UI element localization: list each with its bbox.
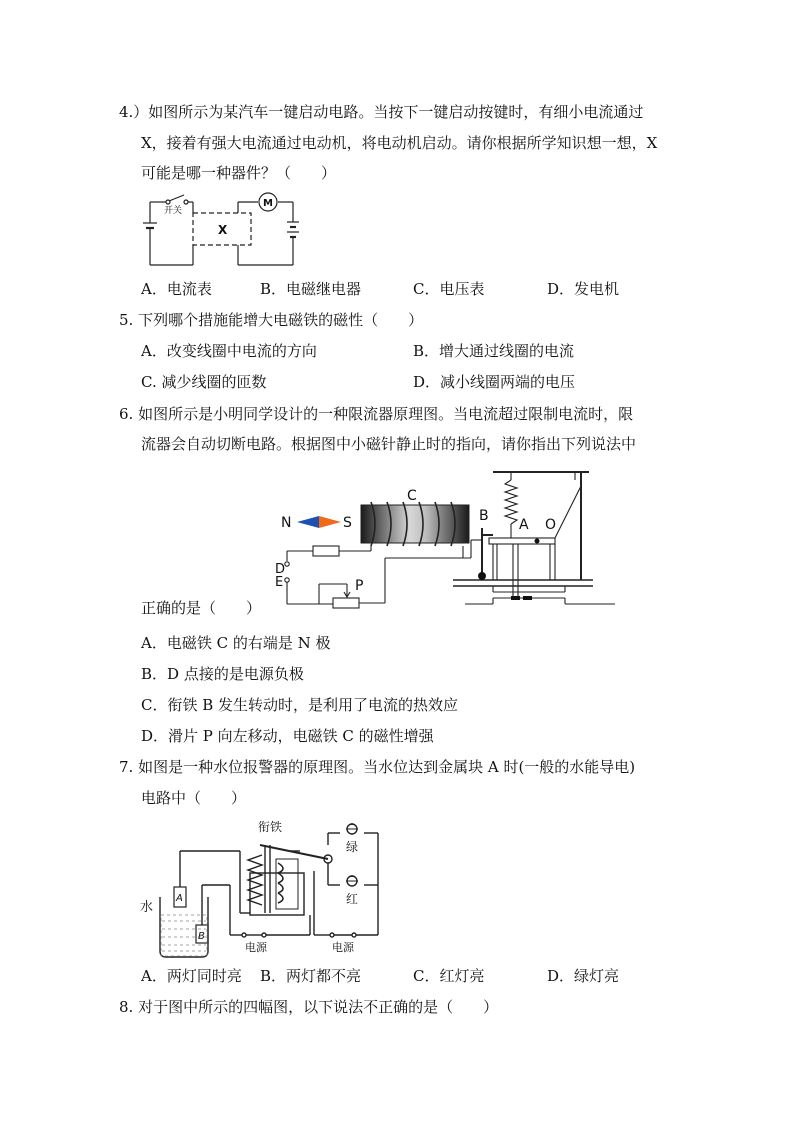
q5-option-b: B．增大通过线圈的电流 <box>413 342 575 360</box>
q7-option-b: B．两灯都不亮 <box>260 967 362 985</box>
q6-label-s: S <box>343 515 352 531</box>
q5-option-d: D．减小线圈两端的电压 <box>413 373 576 391</box>
q7-water-alarm-diagram <box>140 815 390 960</box>
q6-option-b: B．D 点接的是电源负极 <box>141 665 304 683</box>
q4-option-c: C．电压表 <box>413 280 485 298</box>
q7-armature-label: 衔铁 <box>258 820 283 834</box>
q6-label-p: P <box>355 578 364 594</box>
q4-stem-line3: 可能是哪一种器件？（ ） <box>141 164 337 182</box>
q4-switch-label: 开关 <box>164 206 183 216</box>
q7-stem-line1: 7. 如图是一种水位报警器的原理图。当水位达到金属块 A 时(一般的水能导电) <box>119 758 636 776</box>
q6-stem-line1: 6. 如图所示是小明同学设计的一种限流器原理图。当电流超过限制电流时，限 <box>119 405 634 423</box>
q7-power-right-label: 电源 <box>332 941 354 954</box>
q7-option-a: A．两灯同时亮 <box>141 967 242 985</box>
q6-option-c: C．衔铁 B 发生转动时，是利用了电流的热效应 <box>141 696 459 714</box>
q6-label-e: E <box>275 575 284 590</box>
q4-motor-label: M <box>263 198 273 209</box>
q6-stem-line2: 流器会自动切断电路。根据图中小磁针静止时的指向，请你指出下列说法中 <box>141 435 637 453</box>
q4-option-a: A．电流表 <box>141 280 212 298</box>
q7-block-a-label: A <box>176 893 183 904</box>
q6-label-a: A <box>519 517 529 533</box>
q7-block-b-label: B <box>198 931 205 942</box>
q7-red-lamp-label: 红 <box>346 892 359 906</box>
q6-label-n: N <box>281 515 292 531</box>
q4-option-d: D．发电机 <box>547 280 620 298</box>
q6-label-d: D <box>275 562 286 577</box>
q4-circuit-diagram <box>138 190 308 270</box>
q7-stem-line2: 电路中（ ） <box>141 789 247 807</box>
q7-power-left-label: 电源 <box>245 941 267 954</box>
q6-label-c: C <box>407 488 417 504</box>
q6-option-d: D．滑片 P 向左移动，电磁铁 C 的磁性增强 <box>141 727 434 745</box>
q4-option-b: B．电磁继电器 <box>260 280 362 298</box>
q7-option-c: C．红灯亮 <box>413 967 485 985</box>
q4-x-label: X <box>218 223 228 237</box>
q5-option-a: A．改变线圈中电流的方向 <box>141 342 317 360</box>
q5-option-c: C. 减少线圈的匝数 <box>141 373 267 391</box>
q6-stem-line3: 正确的是（ ） <box>141 599 262 617</box>
q7-option-d: D．绿灯亮 <box>547 967 620 985</box>
q5-stem: 5. 下列哪个措施能增大电磁铁的磁性（ ） <box>119 311 424 329</box>
q8-stem: 8. 对于图中所示的四幅图，以下说法不正确的是（ ） <box>119 998 499 1016</box>
q7-green-lamp-label: 绿 <box>346 840 359 854</box>
q6-current-limiter-diagram <box>275 462 625 610</box>
q6-label-o: O <box>545 517 557 533</box>
q4-stem-line1: 4.）如图所示为某汽车一键启动电路。当按下一键启动按键时，有细小电流通过 <box>119 103 644 121</box>
q6-option-a: A．电磁铁 C 的右端是 N 极 <box>141 634 331 652</box>
q6-label-b: B <box>479 508 489 524</box>
q4-stem-line2: X，接着有强大电流通过电动机，将电动机启动。请你根据所学知识想一想，X <box>141 134 658 152</box>
q7-water-label: 水 <box>140 900 154 915</box>
